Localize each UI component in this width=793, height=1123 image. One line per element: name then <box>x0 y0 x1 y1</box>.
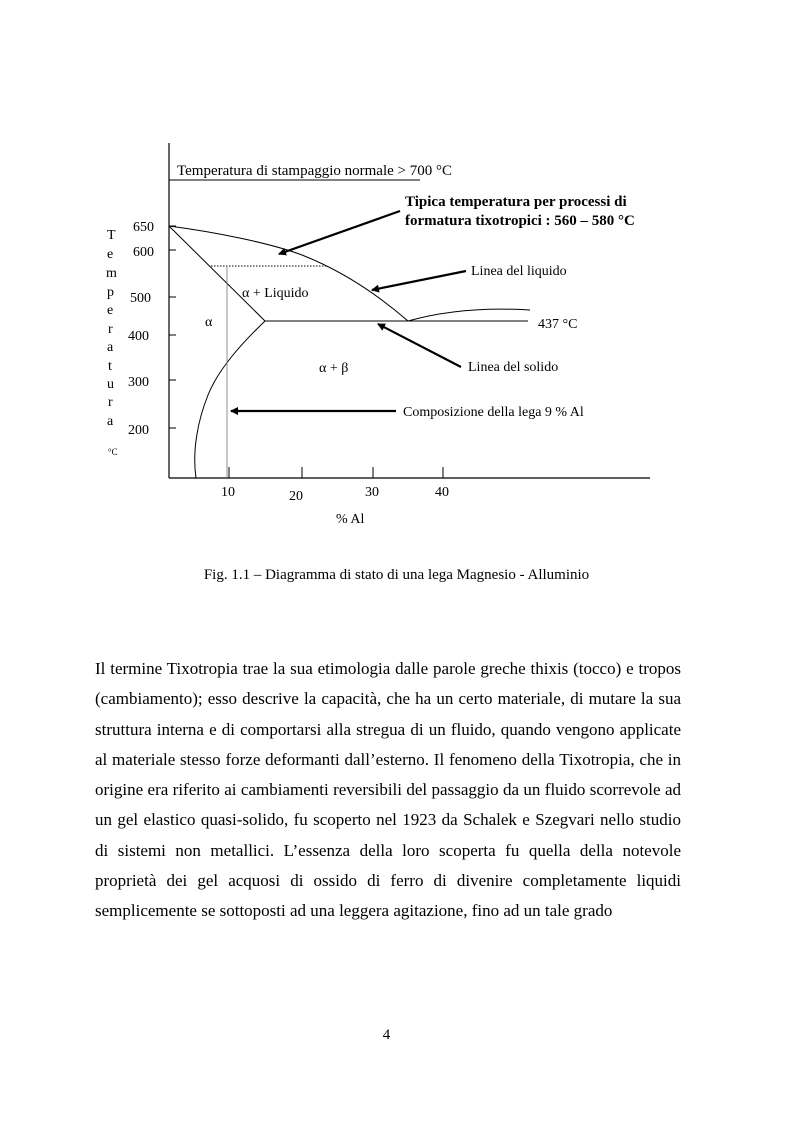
figure-caption: Fig. 1.1 – Diagramma di stato di una lega Magnesio - Alluminio <box>203 567 590 583</box>
phase-label-alpha-beta: α + β <box>319 361 349 376</box>
solidus-label: Linea del solido <box>468 360 559 375</box>
x-tick-label: 20 <box>289 489 303 504</box>
svg-text:a: a <box>107 414 114 429</box>
svg-text:r: r <box>108 395 113 410</box>
page-number: 4 <box>382 1027 391 1043</box>
svg-text:m: m <box>106 266 117 281</box>
solidus-arrow <box>378 324 461 367</box>
y-tick-label: 600 <box>133 245 154 260</box>
liquidus-curve <box>169 226 408 321</box>
eutectic-temp-label: 437 °C <box>538 317 578 332</box>
x-axis-label: % Al <box>336 512 365 527</box>
svg-text:p: p <box>107 285 114 300</box>
y-axis-label <box>106 228 118 457</box>
thixo-temp-arrow <box>279 211 400 254</box>
solvus-curve <box>195 321 265 478</box>
y-tick-label: 300 <box>128 375 149 390</box>
thixo-temp-label-line2: formatura tixotropici : 560 – 580 °C <box>405 213 635 229</box>
x-tick-marks <box>229 467 443 478</box>
y-tick-label: 500 <box>130 291 151 306</box>
phase-diagram <box>0 0 793 540</box>
svg-text:a: a <box>107 340 114 355</box>
svg-text:°C: °C <box>108 447 118 457</box>
svg-text:T: T <box>107 228 116 243</box>
phase-label-alpha: α <box>205 315 213 330</box>
normal-molding-label: Temperatura di stampaggio normale > 700 °C <box>177 163 453 179</box>
y-tick-marks <box>169 226 176 428</box>
y-tick-label: 400 <box>128 329 149 344</box>
svg-text:e: e <box>107 247 114 262</box>
svg-text:t: t <box>108 359 112 374</box>
beta-liquidus-curve <box>408 309 530 321</box>
body-paragraph: Il termine Tixotropia trae la sua etimologia dalle parole greche thixis (tocco) e tropos (cambiamento); esso descrive la capacità, che ha un certo materiale, di mutare la sua struttura interna e di comportarsi alla stregua di un fluido, quando vengono applicate al materiale stesso forze deformanti dall’esterno. Il fenomeno della Tixotropia, che in origine era riferito ai cambiamenti reversibili del passaggio da un fluido scorrevole ad un gel elastico quasi-solido, fu scoperto nel 1923 da Schalek e Szegvari nello studio di sistemi non metallici. L’essenza della loro scoperta fu quella della notevole proprietà dei gel acquosi di ossido di ferro di divenire completamente liquidi semplicemente se sottoposti ad una leggera agitazione, fino ad un tale grado <box>95 659 681 921</box>
composition-label: Composizione della lega 9 % Al <box>403 405 584 420</box>
svg-text:e: e <box>107 303 114 318</box>
thixo-temp-label-line1: Tipica temperatura per processi di <box>405 194 627 210</box>
x-tick-label: 40 <box>435 485 449 500</box>
svg-text:u: u <box>107 377 114 392</box>
svg-text:r: r <box>108 322 113 337</box>
y-tick-label: 650 <box>133 220 154 235</box>
liquidus-label: Linea del liquido <box>471 264 567 279</box>
x-tick-label: 10 <box>221 485 235 500</box>
phase-label-alpha-liquid: α + Liquido <box>242 286 309 301</box>
x-tick-label: 30 <box>365 485 379 500</box>
liquidus-arrow <box>372 271 466 290</box>
y-tick-label: 200 <box>128 423 149 438</box>
